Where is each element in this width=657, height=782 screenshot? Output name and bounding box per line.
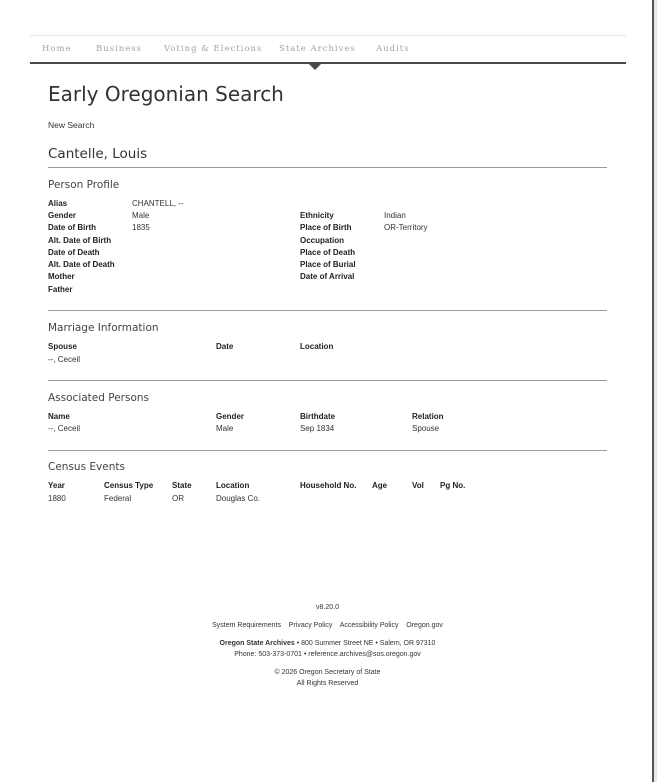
marriage-col-spouse: Spouse — [48, 342, 77, 351]
privacy-policy-link[interactable]: Privacy Policy — [288, 622, 333, 629]
accessibility-policy-link[interactable]: Accessibility Policy — [339, 622, 399, 629]
nav-bar — [30, 62, 626, 64]
census-col-location: Location — [216, 481, 250, 490]
associated-birthdate: Sep 1834 — [300, 424, 335, 433]
marriage-spouse: --, Ceceil — [48, 355, 81, 364]
census-col-age: Age — [372, 481, 388, 490]
system-requirements-link[interactable]: System Requirements — [212, 622, 281, 629]
place-of-death-label: Place of Death — [300, 248, 356, 257]
alt-date-of-birth-label: Alt. Date of Birth — [48, 236, 112, 245]
associated-divider — [48, 450, 607, 451]
alias-label: Alias — [48, 199, 68, 208]
census-type: Federal — [104, 494, 132, 503]
nav-home[interactable]: Home — [42, 44, 72, 54]
associated-gender: Male — [216, 424, 234, 433]
census-location: Douglas Co. — [216, 494, 261, 503]
active-nav-caret-icon — [309, 64, 321, 70]
gender-label: Gender — [48, 211, 77, 220]
associated-col-gender: Gender — [216, 412, 245, 421]
footer-copyright: © 2026 Oregon Secretary of State — [274, 669, 381, 676]
associated-relation: Spouse — [412, 424, 440, 433]
census-col-pg: Pg No. — [440, 481, 466, 490]
footer-org-name: Oregon State Archives — [219, 640, 295, 647]
marriage-divider — [48, 380, 607, 381]
footer-rights: All Rights Reserved — [296, 680, 359, 687]
footer-contact: Phone: 503-373-0701 • reference.archives@sos.oregon.gov — [234, 651, 421, 658]
census-col-household: Household No. — [300, 481, 357, 490]
census-heading: Census Events — [48, 461, 125, 473]
name-divider — [48, 167, 607, 168]
marriage-col-location: Location — [300, 342, 334, 351]
marriage-col-date: Date — [216, 342, 234, 351]
census-col-year: Year — [48, 481, 65, 490]
person-name: Cantelle, Louis — [48, 146, 148, 162]
oregon-gov-link[interactable]: Oregon.gov — [406, 622, 443, 629]
footer-links — [0, 622, 655, 629]
place-of-burial-label: Place of Burial — [300, 260, 356, 269]
date-of-birth-label: Date of Birth — [48, 223, 96, 232]
date-of-death-label: Date of Death — [48, 248, 100, 257]
associated-col-relation: Relation — [412, 412, 444, 421]
associated-heading: Associated Persons — [48, 392, 150, 404]
new-search-link[interactable]: New Search — [48, 120, 95, 130]
alias-value: CHANTELL, -- — [132, 199, 184, 208]
census-year: 1880 — [48, 494, 66, 503]
census-col-vol: Vol — [412, 481, 424, 490]
ethnicity-label: Ethnicity — [300, 211, 334, 220]
footer-address: • 800 Summer Street NE • Salem, OR 97310 — [294, 640, 436, 647]
marriage-heading: Marriage Information — [48, 322, 159, 334]
place-of-birth-value: OR-Territory — [384, 223, 428, 232]
date-of-birth-value: 1835 — [132, 223, 150, 232]
nav-audits[interactable]: Audits — [376, 44, 410, 54]
footer-version: v8.20.0 — [316, 604, 339, 611]
profile-divider — [48, 310, 607, 311]
occupation-label: Occupation — [300, 236, 345, 245]
ethnicity-value: Indian — [384, 211, 406, 220]
father-label: Father — [48, 285, 73, 294]
associated-name: --, Ceceil — [48, 424, 81, 433]
nav-voting-elections[interactable]: Voting & Elections — [164, 44, 263, 54]
mother-label: Mother — [48, 272, 75, 281]
nav-business[interactable]: Business — [96, 44, 143, 54]
nav-top-divider — [30, 35, 626, 36]
alt-date-of-death-label: Alt. Date of Death — [48, 260, 115, 269]
nav-state-archives[interactable]: State Archives — [279, 44, 356, 54]
place-of-birth-label: Place of Birth — [300, 223, 352, 232]
associated-col-birthdate: Birthdate — [300, 412, 336, 421]
census-col-state: State — [172, 481, 192, 490]
census-col-type: Census Type — [104, 481, 154, 490]
associated-col-name: Name — [48, 412, 70, 421]
person-profile-heading: Person Profile — [48, 179, 120, 191]
date-of-arrival-label: Date of Arrival — [300, 272, 355, 281]
gender-value: Male — [132, 211, 150, 220]
census-state: OR — [172, 494, 184, 503]
page-title: Early Oregonian Search — [48, 82, 284, 106]
footer-address-line — [0, 640, 655, 647]
